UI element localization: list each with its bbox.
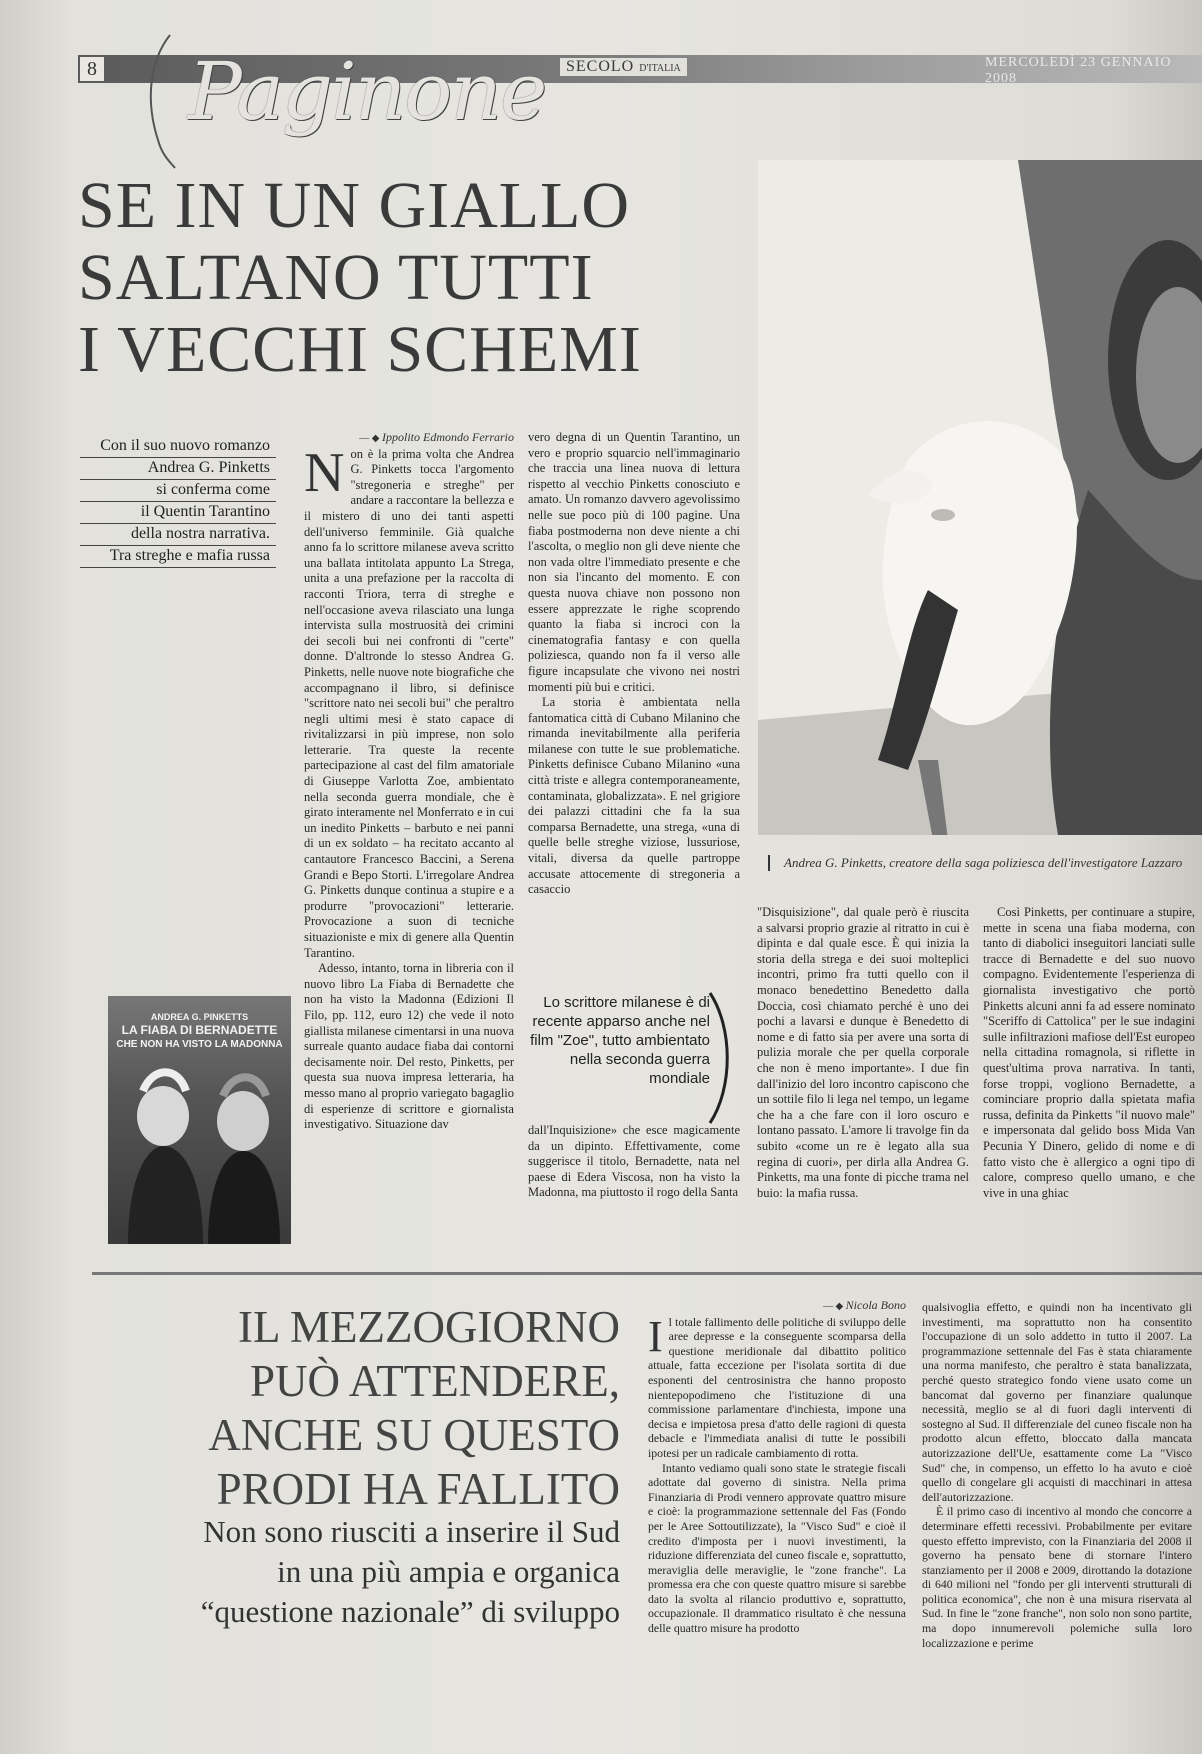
book-author: ANDREA G. PINKETTS [150,1012,249,1022]
paragraph: on è la prima volta che Andrea G. Pinketts tocca l'argomento "stregoneria e streghe" per andare a raccontare la bellezza e il mistero di uno dei tanti aspetti dell'universo femminile. Già qualche anno fa lo scrittore milanese aveva scritto una ballata intitolata appunto La Strega, unita a una prefazione per la raccolta di racconti Triora, terra di streghe e nell'occasione aveva rilasciato una lunga intervista sulla mostruosità dei crimini dei secoli bui nei confronti di "certe" donne. D'altronde lo stesso Andrea G. Pinketts, nelle nuove note biografiche che accompagnano il libro, si definisce "scrittore nato nei secoli bui" che peraltro negli ultimi mesi è stato capace di rivitalizzarsi in più imprese, non solo letterarie. Tra queste la recente partecipazione al cast del film amatoriale di Giuseppe Varlotta Zoe, ambientato nella seconda guerra mondiale, che è girato interamente nel Monferrato e in cui un inedito Pinketts – barbuto e nei panni di un ex soldato – ha recitato accanto al cantautore Francesco Baccini, a Serena Grandi e Bepo Storti. L'irregolare Andrea G. Pinketts dunque continua a stupire e a produrre "provocazioni" letterarie. Provocazione a suon di tecniche situazioniste e mix di genere alla Quentin Tarantino. [304,446,514,960]
article2-byline: — ◆ Nicola Bono [648,1298,906,1315]
deck-line: Andrea G. Pinketts [80,458,276,480]
photo-caption: Andrea G. Pinketts, creatore della saga poliziesca dell'investigatore Lazzaro [768,855,1202,871]
deck-line: Tra streghe e mafia russa [80,546,276,568]
article-column-1 [304,430,514,1250]
photo-illustration [758,160,1202,835]
headline-line: I VECCHI SCHEMI [78,313,642,386]
drop-cap: I [648,1311,663,1361]
newspaper-name [560,58,687,76]
pull-quote: Lo scrittore milanese è di recente apparso anche nel film "Zoe", tutto ambientato nella seconda guerra mondiale [530,994,710,1087]
headline-line: ANCHE SU QUESTO [208,1410,620,1460]
deck-line: Con il suo nuovo romanzo [80,436,276,458]
article-column-2b [528,1123,740,1253]
headline-line: IL MEZZOGIORNO [237,1302,620,1352]
paragraph: l totale fallimento delle politiche di sviluppo delle aree depresse e la conseguente scomparsa della questione meridionale dal dibattito politico attuale, fatta eccezione per l'isolata sortita di due esponenti del centrosinistra che hanno proposto nientepopodimeno che l'istituzione di una commissione parlamentare d'inchiesta, impone una decisa e impietosa presa d'atto delle ragioni di questa debacle e l'immediata analisi di tutte le possibili ipotesi per un radicale cambiamento di rotta. [648,1314,906,1460]
paragraph: La storia è ambientata nella fantomatica città di Cubano Milanino che rimanda inevitabilmente alla periferia milanese con tutte le sue problematiche. Pinketts definisce Cubano Milanino «una città triste e allegra contemporaneamente, contaminata, globalizzata». E nel grigiore dei palazzi cittadini che fa la sua comparsa Bernadette, una strega, «una di quelle belle streghe viziose, lussuriose, vitali, diversa da quelle partroppe accusate attocemente di stregoneria a casaccio [528,695,740,897]
paragraph: Adesso, intanto, torna in libreria con il nuovo libro La Fiaba di Bernadette che non ha visto la Madonna (Edizioni Il Filo, pp. 112, euro 12) che vede il noto giallista milanese cimentarsi in una nuova surreale quanto audace fiaba dai contorni decisamente noir. Del resto, Pinketts, per questa sua nuova impresa letteraria, ha messo mano al proprio variegato bagaglio di esperienze di scrittore e giornalista investigativo. Situazione dav [304,961,514,1132]
paragraph: vero degna di un Quentin Tarantino, un vero e proprio squarcio nell'immaginario che traccia una linea nuova di lettura rispetto al vecchio Pinketts conosciuto e amato. Un romanzo davvero agevolissimo nelle sue poco più di 100 pagine. Una fiaba postmoderna non deve niente a chi l'ascolta, o meglio non gli deve niente che non vada oltre l'immediato presente e che non sia l'incanto del momento. E con questa nuova chiave non possono non essere apprezzate le righe scoprendo quanto la fiaba si incroci con la cinematografia fantasy e con quella poliziesca, quando non fa il verso alle figure incapsulate che vivono nei nostri momenti più bui e critici. [528,430,740,694]
headline-line: SALTANO TUTTI [78,241,594,314]
paragraph: È il primo caso di incentivo al mondo che concorre a determinare effetti recessivi. Probabilmente per evitare questo effetto imprevisto, con la Finanziaria del 2008 il governo ha pensato bene di stornare l'intero stanziamento per il 2008 e 2009, dirottando la dotazione di 640 milioni nel "fondo per gli interventi strutturali di politica economica", che non è una misura riservata al Sud. In fine le "zone franche", non solo non sono partite, ma dopo innumerevoli polemiche sulla loro localizzazione e perime [922,1504,1192,1650]
paragraph: Intanto vediamo quali sono state le strategie fiscali adottate dal governo di sinistra. Nella prima Finanziaria di Prodi vennero approvate quattro misure e cioè: la programmazione settennale del Fas (Fondo per le Aree Sottoutilizzate), la "Visco Sud" e cioè il credito d'imposta per i nuovi investimenti, la riduzione differenziata del cuneo fiscale e, soprattutto, meraviglia delle meraviglie, le "zone franche". La promessa era che con queste quattro misure si sarebbe dato la svolta al rilancio produttivo e, soprattutto, occupazionale. Il drammatico risultato è che nessuna delle quattro misure ha prodotto [648,1460,906,1636]
headline-line: PRODI HA FALLITO [216,1464,620,1514]
article-separator [92,1272,1202,1275]
newspaper-name-suffix: D'ITALIA [639,63,681,74]
script-flourish-icon [140,30,180,170]
deck-line: si conferma come [80,480,276,502]
article2-subhead [90,1512,620,1632]
article-column-3 [757,905,969,1255]
article-byline: — ◆ Ippolito Edmondo Ferrario [304,430,514,447]
article2-column-1 [648,1298,906,1743]
paragraph: qualsivoglia effetto, e quindi non ha incentivato gli investimenti, ma soprattutto non ha consentito l'occupazione di un solo addetto in tutto il 2007. La programmazione settennale del Fas è stata chiaramente una norma manifesto, che peraltro è stata banalizzata, perché questo strategico fondo viene usato come un bancomat dal governo per finanziare qualunque necessità, meglio se al di fuori dagli interventi di sostegno al Sud. Il differenziale del cuneo fiscale non ha prodotto alcun effetto, bloccato dalla mancata autorizzazione dell'Ue, esattamente come La "Visco Sud" che, in compenso, un effetto lo ha avuto e cioè quello di congelare gli acquisti di macchinari in attesa dell'autorizzazione. [922,1300,1192,1504]
article-column-2 [528,430,740,965]
paragraph: "Disquisizione", dal quale però è riuscita a salvarsi proprio grazie al ritratto in cui è dipinta e dal quale esce. È qui inizia la storia della strega e dei suoi molteplici incontri, primo fra tutti quello con il monaco benedettino Benedetto dalla Doccia, così chiamato perché è uno dei pochi a lavarsi e dunque è Benedetto di nome e di fatto sia per avere una sorta di pulizia morale che per quella corporale che non è meno importante». I due fin dall'inizio del loro incontro capiscono che un sottile filo li lega nel tempo, un legame che ha a che fare con il loro oscuro e lontano passato. L'amore li travolge fin da subito «come un re è legato alla sua regina di cuori», per dirla alla Andrea G. Pinketts, ma una fonte di picche trama nel buio: la mafia russa. [757,905,969,1200]
paragraph: Così Pinketts, per continuare a stupire, mette in scena una fiaba moderna, con tanto di diabolici inseguitori lanciati sulle tracce di Bernadette e del suo nuovo compagno. Evidentemente l'esperienza di giornalista investigativo che portò Pinketts alcuni anni fa ad essere nominato "Sceriffo di Cattolica" per le sue indagini sulle infiltrazioni mafiose dell'Est europeo nella cittadina romagnola, si riflette in quest'ultima prova narrativa. In tanti, forse troppi, vogliono Bernadette, a cominciare proprio dalla spietata mafia russa, definita da Pinketts "il nuovo male" e impersonata dal gelido boss Mida Van Pecunia Y Dinero, gelido di nome e di fatto visto che è allergico a ogni tipo di calore, compreso quello umano, e che vive in una ghiac [983,905,1195,1200]
newspaper-name-main: SECOLO [566,58,635,75]
article2-headline [90,1300,620,1516]
pull-quote-bracket-icon [705,988,735,1128]
book-title-line: CHE NON HA VISTO LA MADONNA [116,1039,283,1050]
page-number: 8 [80,57,104,81]
headline-line: PUÒ ATTENDERE, [250,1356,620,1406]
article-headline [78,170,778,386]
subhead-line: “questione nazionale” di sviluppo [200,1594,620,1629]
book-cover-illustration [108,996,291,1244]
issue-date: MERCOLEDÌ 23 GENNAIO 2008 [985,55,1172,86]
author-photo [758,160,1202,835]
drop-cap: N [304,441,345,504]
book-title-line: LA FIABA DI BERNADETTE [121,1023,278,1037]
subhead-line: Non sono riusciti a inserire il Sud [203,1514,620,1549]
book-cover [108,996,291,1244]
article2-column-2 [922,1300,1192,1743]
paragraph: dall'Inquisizione» che esce magicamente da un dipinto. Effettivamente, come suggerisce il titolo, Bernadette, nata nel paese di Edera Viscosa, non ha visto la Madonna, ma piuttosto il rogo della Santa [528,1123,740,1200]
section-title: Paginone [188,45,546,138]
deck-line: il Quentin Tarantino [80,502,276,524]
article-deck [80,436,276,568]
article-column-4 [983,905,1195,1255]
headline-line: SE IN UN GIALLO [78,169,631,242]
subhead-line: in una più ampia e organica [277,1554,620,1589]
deck-line: della nostra narrativa. [80,524,276,546]
